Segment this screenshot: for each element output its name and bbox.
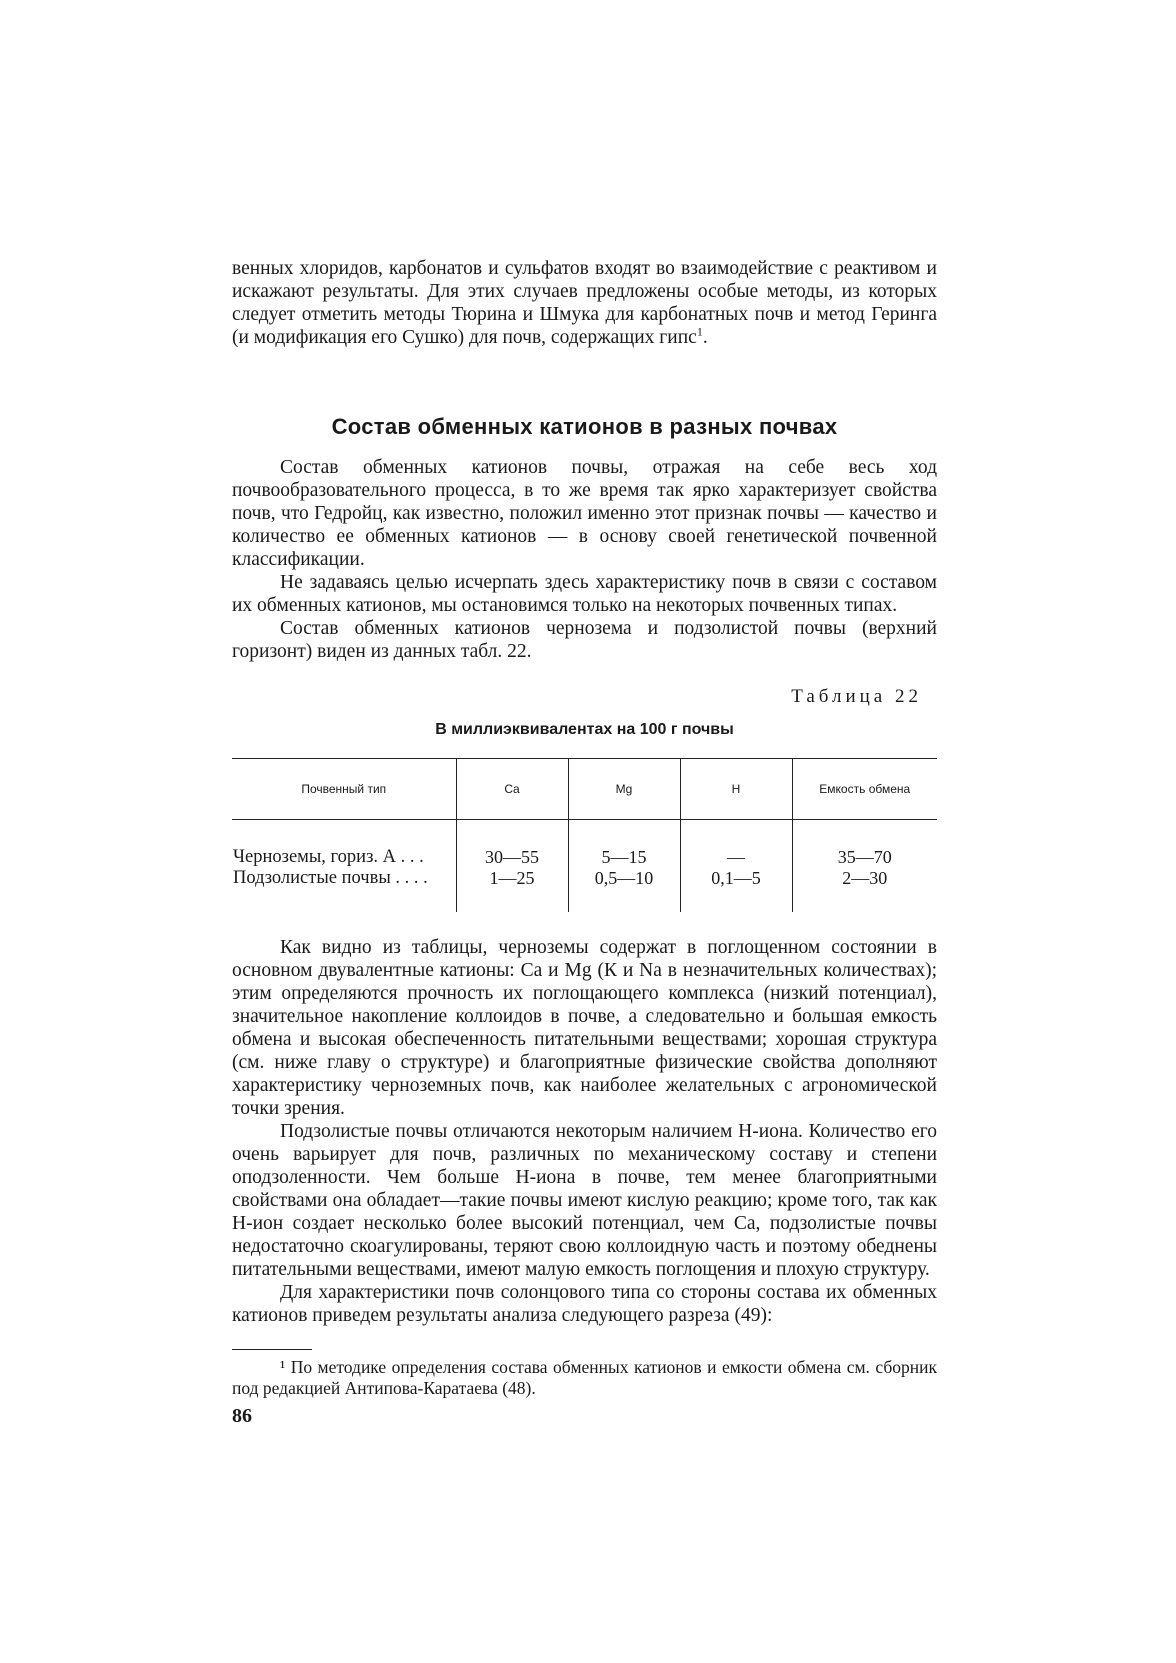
table-caption: В миллиэквивалентах на 100 г почвы xyxy=(435,721,734,738)
intro-paragraphs xyxy=(232,456,937,663)
table-header-row xyxy=(232,759,937,820)
table-number: Таблица 22 xyxy=(791,686,922,707)
page-number: 86 xyxy=(232,1405,252,1427)
paragraph: Состав обменных катионов почвы, отражая на себе весь ход почвообразовательного процесса, в то же время так ярко характеризует свойства почв, что Гедройц, как известно, положил именно этот признак почвы — качество и количество ее обменных катионов — в основу своей генетической почвенной классификации. xyxy=(232,457,937,570)
paragraph: Подзолистые почвы отличаются некоторым наличием Н-иона. Количество его очень варьирует для почв, различных по механическому составу и степени оподзоленности. Чем больше Н-иона в почве, тем менее благоприятными свойствами она обладает—такие почвы имеют кислую реакцию; кроме того, так как Н-ион создает несколько более высокий потенциал, чем Са, подзолистые почвы недостаточно скоагулированы, теряют свою коллоидную часть и поэтому обеднены питательными веществами, имеют малую емкость поглощения и плохую структуру. xyxy=(232,1121,937,1280)
table-cell: — xyxy=(680,820,792,869)
table-cell: 35—70 xyxy=(792,820,937,869)
table-cell: 2—30 xyxy=(792,868,937,912)
discussion-paragraphs xyxy=(232,936,937,1327)
column-header: Mg xyxy=(568,759,680,820)
paragraph: Состав обменных катионов чернозема и подзолистой почвы (верхний горизонт) виден из данных табл. 22. xyxy=(232,618,937,662)
footnote-divider xyxy=(232,1349,312,1350)
table-cell: 0,5—10 xyxy=(568,868,680,912)
top-paragraph-text: венных хлоридов, карбонатов и сульфатов входят во взаимодействие с реактивом и искажают результаты. Для этих случаев предложены особые методы, из которых следует отметить методы Тюрина и Шмука для карбонатных почв и метод Геринга (и модификация его Сушко) для почв, содержащих гипс xyxy=(232,258,937,348)
table-cell: 1—25 xyxy=(456,868,568,912)
table-cell: 30—55 xyxy=(456,820,568,869)
column-header: Почвенный тип xyxy=(232,759,456,820)
column-header: Емкость обмена xyxy=(792,759,937,820)
paragraph: Не задаваясь целью исчерпать здесь характеристику почв в связи с составом их обменных катионов, мы остановимся только на некоторых почвенных типах. xyxy=(232,572,937,616)
footnote-marker: 1 xyxy=(696,324,703,339)
footnote xyxy=(232,1357,937,1399)
table-cell: 5—15 xyxy=(568,820,680,869)
table-cell: 0,1—5 xyxy=(680,868,792,912)
column-header: Ca xyxy=(456,759,568,820)
row-label: Подзолистые почвы . . . . xyxy=(233,868,428,888)
paragraph: Как видно из таблицы, черноземы содержат в поглощенном состоянии в основном двувалентные катионы: Са и Mg (К и Na в незначительных количествах); этим определяются прочность их поглощающего комплекса (низкий потенциал), значительное накопление коллоидов в почве, а следовательно и большая емкость обмена и высокая обеспеченность питательными веществами; хорошая структура (см. ниже главу о структуре) и благоприятные физические свойства дополняют характеристику черноземных почв, как наиболее желательных с агрономической точки зрения. xyxy=(232,937,937,1119)
paragraph: Для характеристики почв солонцового типа со стороны состава их обменных катионов приведем результаты анализа следующего разреза (49): xyxy=(232,1282,937,1326)
table-row xyxy=(232,868,937,912)
row-label: Черноземы, гориз. А . . . xyxy=(233,847,424,867)
section-heading: Состав обменных катионов в разных почвах xyxy=(331,414,838,439)
column-header: H xyxy=(680,759,792,820)
data-table xyxy=(232,758,937,912)
top-paragraph: венных хлоридов, карбонатов и сульфатов входят во взаимодействие с реактивом и искажают результаты. Для этих случаев предложены особые методы, из которых следует отметить методы Тюрина и Шмука для карбонатных почв и метод Геринга (и модификация его Сушко) для почв, содержащих гипс$^1$. xyxy=(232,258,937,348)
footnote-text: ¹ По методике определения состава обменных катионов и емкости обмена см. сборник под редакцией Антипова-Каратаева (48). xyxy=(232,1357,937,1398)
table-row xyxy=(232,820,937,869)
